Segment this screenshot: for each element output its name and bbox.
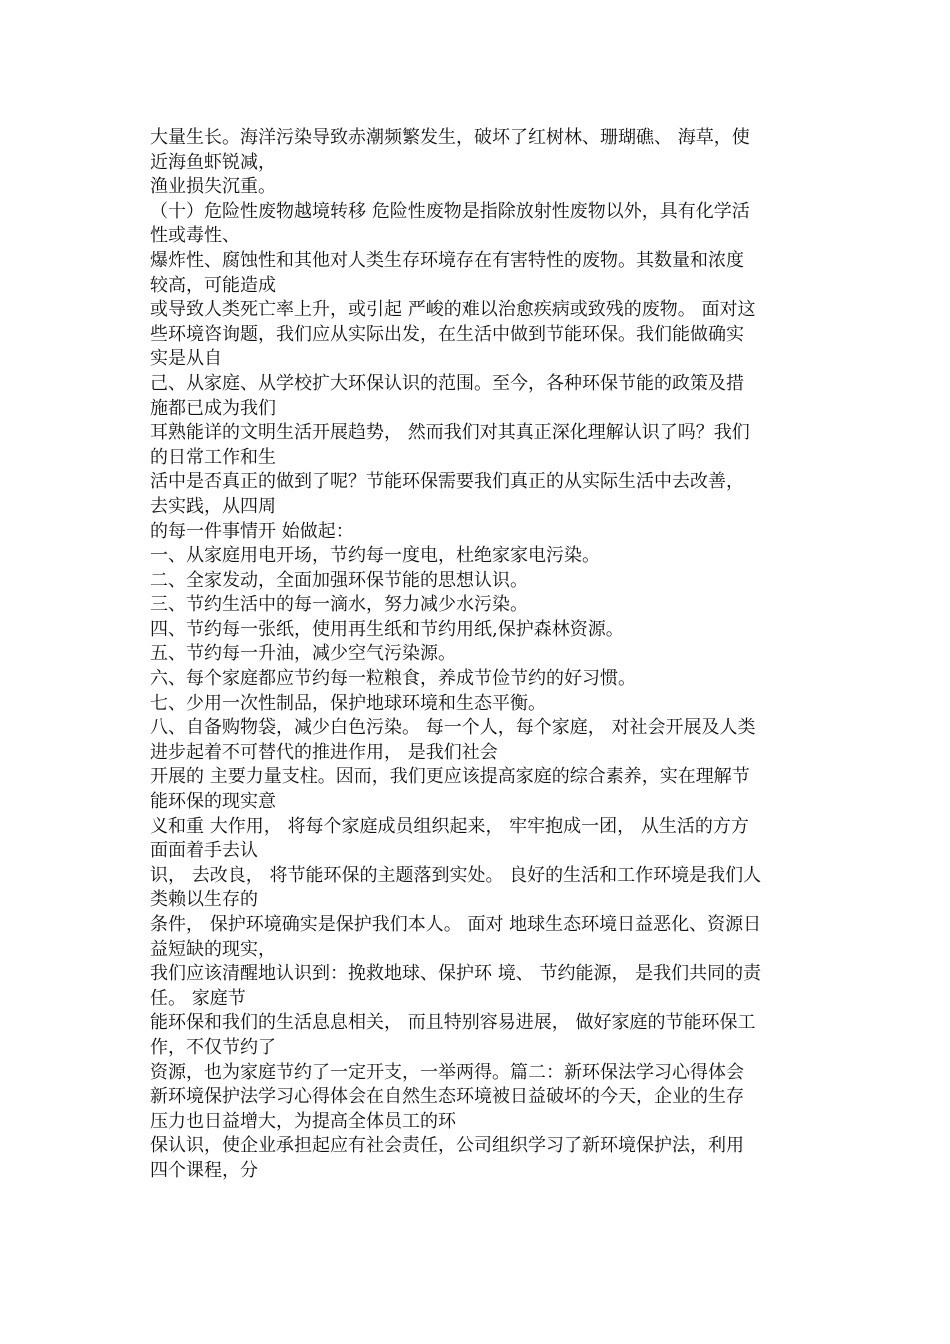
text-line: 益短缺的现实， <box>150 938 276 960</box>
text-line: 些环境咨询题，我们应从实际出发，在生活中做到节能环保。我们能做确实 <box>150 323 744 345</box>
text-line: 任。 家庭节 <box>150 987 246 1009</box>
text-line: 资源，也为家庭节约了一定开支，一举两得。篇二：新环保法学习心得体会 <box>150 1061 744 1083</box>
text-line: 开展的 主要力量支柱。因而，我们更应该提高家庭的综合素养，实在理解节 <box>150 766 750 788</box>
list-item: 四、节约每一张纸，使用再生纸和节约用纸,保护森林资源。 <box>150 618 624 640</box>
text-line: 四个课程，分 <box>150 1159 258 1181</box>
text-line: 进步起着不可替代的推进作用， 是我们社会 <box>150 741 498 763</box>
document-body <box>150 126 800 1184</box>
text-line: 耳熟能详的文明生活开展趋势， 然而我们对其真正深化理解认识了吗？我们 <box>150 422 750 444</box>
list-item: 三、节约生活中的每一滴水，努力减少水污染。 <box>150 594 528 616</box>
text-line: 或导致人类死亡率上升，或引起 严峻的难以治愈疾病或致残的废物。 面对这 <box>150 299 756 321</box>
text-line: 的日常工作和生 <box>150 446 276 468</box>
text-line: 活中是否真正的做到了呢？节能环保需要我们真正的从实际生活中去改善， <box>150 471 744 493</box>
list-item: 二、全家发动，全面加强环保节能的思想认识。 <box>150 569 528 591</box>
text-line: 的每一件事情开 始做起： <box>150 520 354 542</box>
text-line: 保认识，使企业承担起应有社会责任，公司组织学习了新环境保护法，利用 <box>150 1135 744 1157</box>
list-item: 六、每个家庭都应节约每一粒粮食，养成节俭节约的好习惯。 <box>150 668 636 690</box>
text-line: （十）危险性废物越境转移 危险性废物是指除放射性废物以外，具有化学活 <box>150 200 750 222</box>
text-line: 类赖以生存的 <box>150 889 258 911</box>
text-line: 己、从家庭、从学校扩大环保认识的范围。至今，各种环保节能的政策及措 <box>150 372 744 394</box>
text-line: 较高，可能造成 <box>150 274 276 296</box>
text-line: 近海鱼虾锐减， <box>150 151 276 173</box>
list-item: 一、从家庭用电开场，节约每一度电，杜绝家家电污染。 <box>150 545 600 567</box>
text-line: 爆炸性、腐蚀性和其他对人类生存环境存在有害特性的废物。其数量和浓度 <box>150 249 744 271</box>
text-line: 能环保的现实意 <box>150 791 276 813</box>
text-line: 面面着手去认 <box>150 840 258 862</box>
text-line: 实是从自 <box>150 348 222 370</box>
list-item: 七、少用一次性制品，保护地球环境和生态平衡。 <box>150 692 546 714</box>
text-line: 施都已成为我们 <box>150 397 276 419</box>
text-line: 新环境保护法学习心得体会在自然生态环境被日益破坏的今天，企业的生存 <box>150 1086 744 1108</box>
text-line: 渔业损失沉重。 <box>150 176 276 198</box>
text-line: 义和重 大作用， 将每个家庭成员组织起来， 牢牢抱成一团， 从生活的方方 <box>150 815 749 837</box>
text-line: 大量生长。海洋污染导致赤潮频繁发生，破坏了红树林、珊瑚礁、 海草，使 <box>150 127 750 148</box>
list-item: 五、节约每一升油，减少空气污染源。 <box>150 643 456 665</box>
text-line: 压力也日益增大，为提高全体员工的环 <box>150 1110 456 1132</box>
text-line: 能环保和我们的生活息息相关， 而且特别容易进展， 做好家庭的节能环保工 <box>150 1012 756 1034</box>
text-line: 性或毒性、 <box>150 225 240 247</box>
text-line: 作，不仅节约了 <box>150 1036 276 1058</box>
list-item: 八、自备购物袋，减少白色污染。 每一个人，每个家庭， 对社会开展及人类 <box>150 717 756 739</box>
text-line: 去实践，从四周 <box>150 495 276 517</box>
text-line: 条件， 保护环境确实是保护我们本人。 面对 地球生态环境日益恶化、资源日 <box>150 914 762 935</box>
text-line: 识， 去改良， 将节能环保的主题落到实处。 良好的生活和工作环境是我们人 <box>150 864 762 886</box>
text-line: 我们应该清醒地认识到：挽救地球、保护环 境、 节约能源， 是我们共同的责 <box>150 963 762 985</box>
